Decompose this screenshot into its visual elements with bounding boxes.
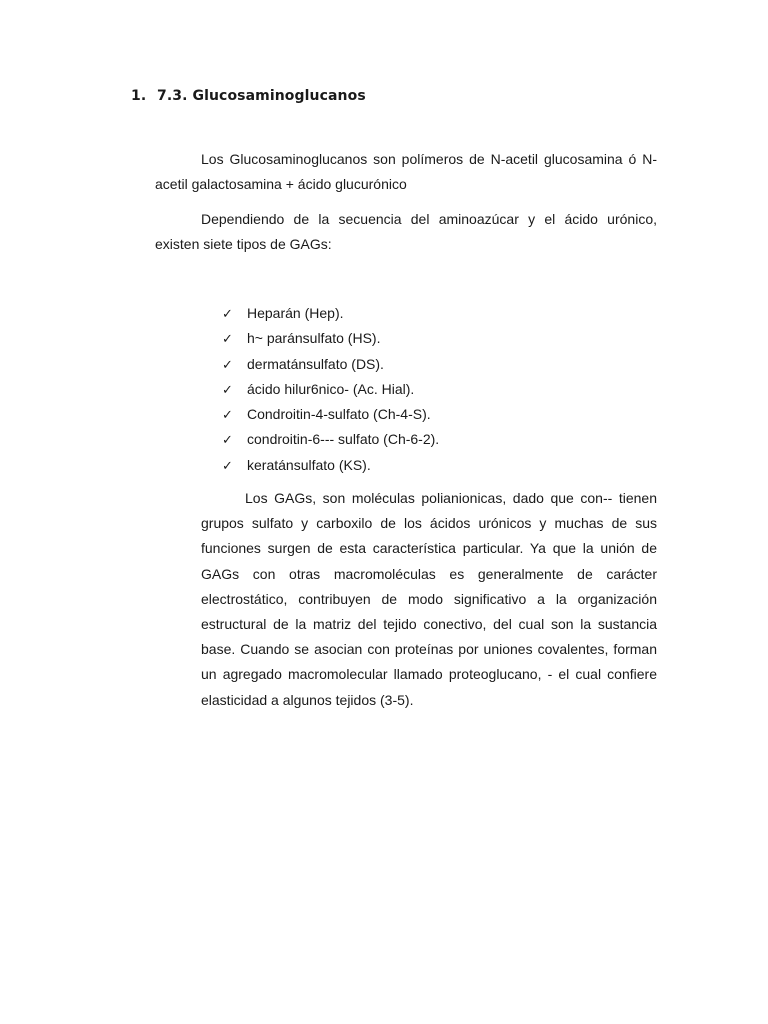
closing-text: Los GAGs, son moléculas polianionicas, dado que con-- tienen grupos sulfato y carboxilo de los ácidos urónicos y muchas de sus funciones surgen de esta característica particular. Ya que la unión de GAGs con otras macromoléculas es generalmente de carácter electrostático, contribuyen de modo significativo a la organización estructural de la matriz del tejido conectivo, del cual son la sustancia base. Cuando se asocian con proteínas por uniones covalentes, forman un agregado macromolecular llamado proteoglucano, - el cual confiere elasticidad a algunos tejidos (3-5). [201,490,657,708]
section-heading [131,88,366,104]
section-number: 1. [131,88,147,104]
intro-text: Los Glucosaminoglucanos son polímeros de N-acetil glucosamina ó N- acetil galactosamina + ácido glucurónico [155,151,657,192]
list-item [222,427,439,452]
list-item-text: Condroitin-4-sulfato (Ch-4-S). [247,406,431,423]
gag-types-list [222,301,439,478]
types-lead-paragraph [155,207,657,257]
list-item-text: condroitin-6--- sulfato (Ch-6-2). [247,431,440,448]
list-item [222,453,439,478]
checkmark-icon: ✓ [222,332,233,348]
list-item-text: keratánsulfato (KS). [247,456,371,473]
list-item-text: h~ paránsulfato (HS). [247,330,381,347]
checkmark-icon: ✓ [222,307,233,322]
list-item [222,301,439,326]
checkmark-icon: ✓ [222,458,233,474]
list-item [222,377,439,402]
list-item-text: Heparán (Hep). [247,305,344,321]
list-item [222,352,439,377]
list-item [222,326,439,351]
checkmark-icon: ✓ [222,433,233,449]
intro-paragraph [155,147,657,197]
checkmark-icon: ✓ [222,357,233,373]
checkmark-icon: ✓ [222,408,233,424]
types-lead-text: Dependiendo de la secuencia del aminoazúcar y el ácido urónico, existen siete tipos de GAGs: [155,211,657,252]
list-item-text: dermatánsulfato (DS). [247,355,384,372]
checkmark-icon: ✓ [222,382,233,398]
section-title: 7.3. Glucosaminoglucanos [157,88,366,104]
list-item-text: ácido hilur6nico- (Ac. Hial). [247,380,415,397]
list-item [222,402,439,427]
closing-paragraph [201,486,657,713]
